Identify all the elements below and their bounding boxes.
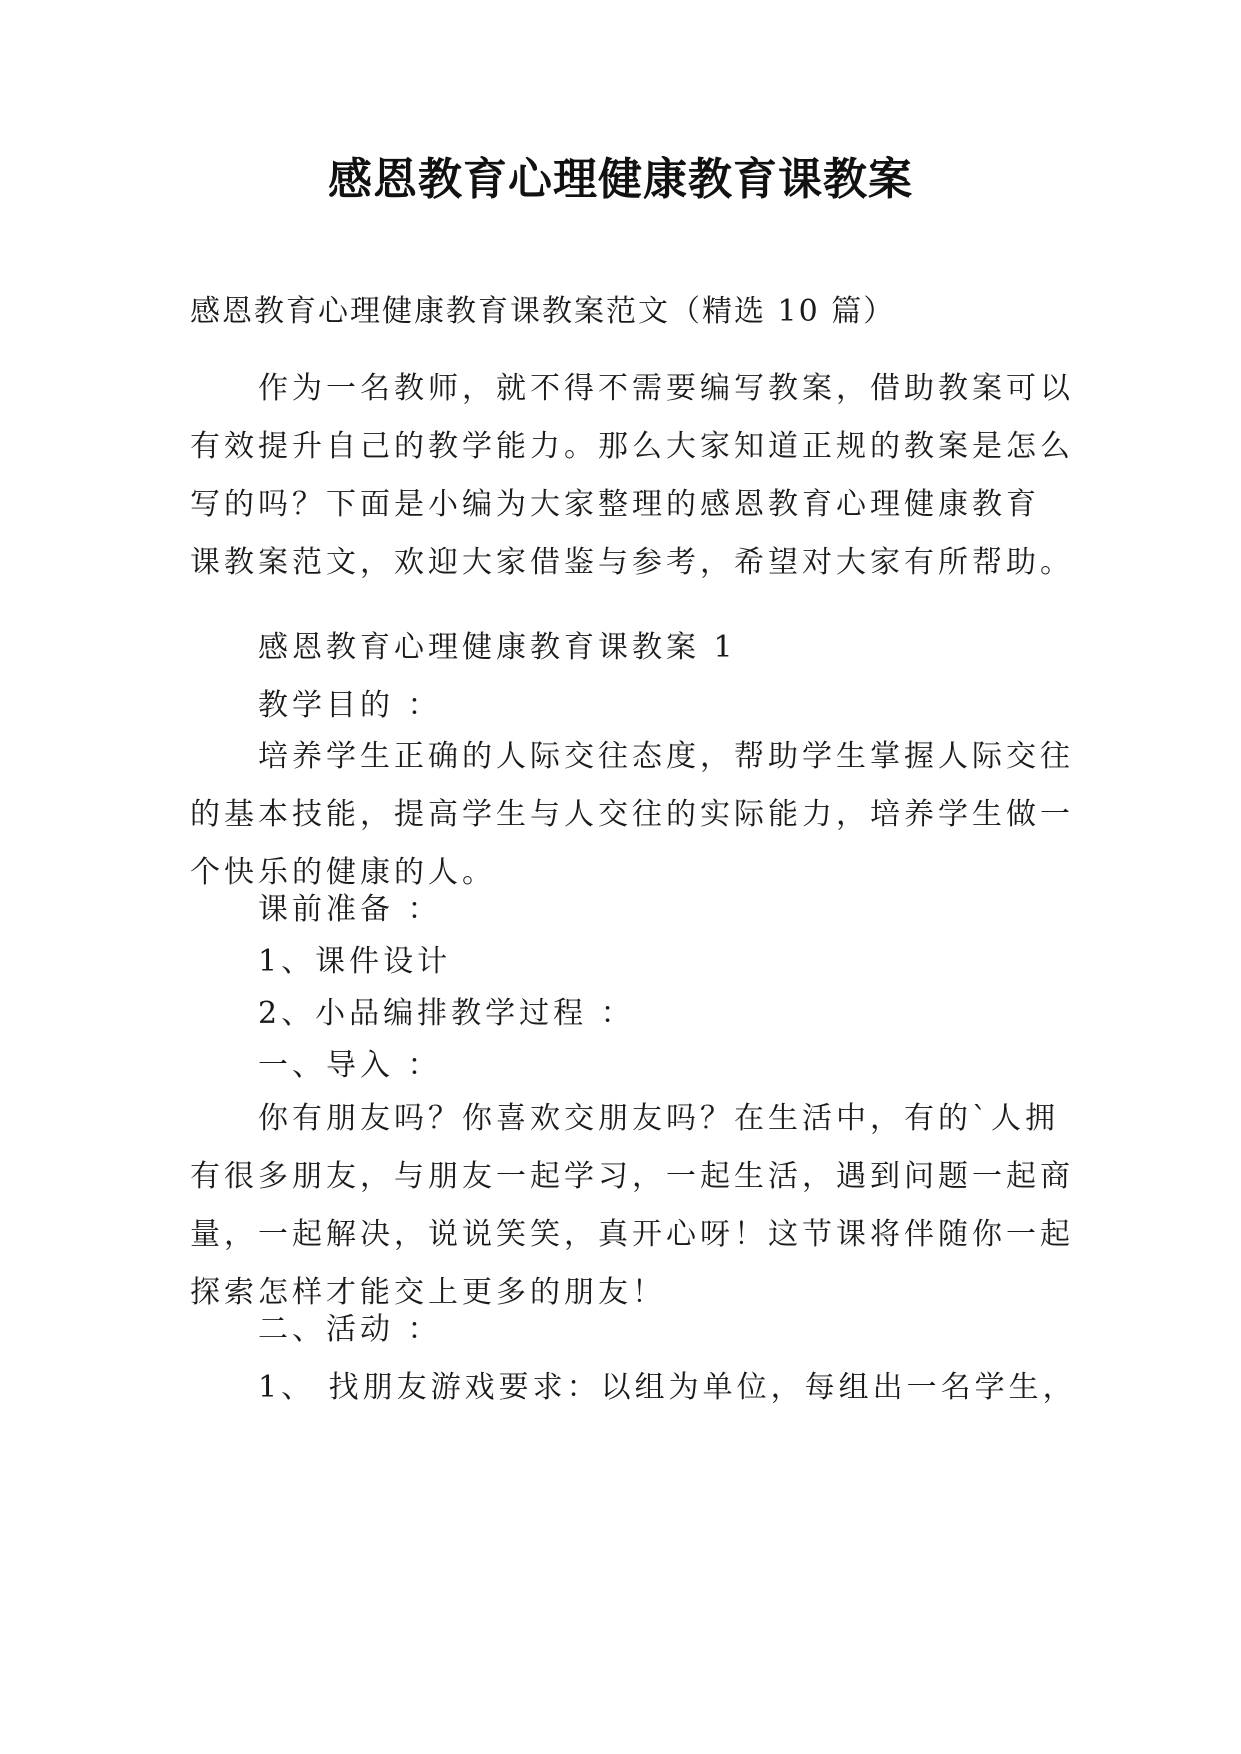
teaching-goal-line: 个快乐的健康的人。 [190, 855, 496, 890]
intro-paragraph [190, 360, 1074, 592]
intro-line: 作为一名教师，就不得不需要编写教案，借助教案可以 [258, 371, 1074, 406]
part-one-paragraph [190, 1090, 1074, 1322]
teaching-goal-label: 教学目的 ： [258, 688, 442, 723]
part-one-line: 有很多朋友，与朋友一起学习，一起生活，遇到问题一起商 [190, 1159, 1074, 1194]
teaching-goal-paragraph [190, 728, 1074, 902]
part-two-label: 二、活动 ： [258, 1312, 442, 1347]
intro-line: 写的吗？下面是小编为大家整理的感恩教育心理健康教育 [190, 487, 1040, 522]
part-one-line: 探索怎样才能交上更多的朋友！ [190, 1275, 666, 1310]
part-one-label: 一、导入 ： [258, 1048, 442, 1083]
prep-label: 课前准备 ： [258, 892, 442, 927]
intro-line: 课教案范文，欢迎大家借鉴与参考，希望对大家有所帮助。 [190, 545, 1074, 580]
activity-item: 1、 找朋友游戏要求：以组为单位，每组出一名学生， [258, 1370, 1077, 1405]
part-one-line: 量，一起解决，说说笑笑，真开心呀！这节课将伴随你一起 [190, 1217, 1074, 1252]
teaching-goal-line: 培养学生正确的人际交往态度，帮助学生掌握人际交往 [258, 739, 1074, 774]
prep-item: 2、小品编排教学过程 ： [258, 996, 635, 1031]
intro-line: 有效提升自己的教学能力。那么大家知道正规的教案是怎么 [190, 429, 1074, 464]
prep-item: 1、课件设计 [258, 944, 452, 979]
part-one-line: 你有朋友吗？你喜欢交朋友吗？在生活中，有的`人拥 [258, 1101, 1059, 1136]
document-title: 感恩教育心理健康教育课教案 [328, 154, 913, 205]
document-subtitle: 感恩教育心理健康教育课教案范文（精选 10 篇） [190, 294, 896, 329]
section-heading: 感恩教育心理健康教育课教案 1 [258, 630, 737, 665]
teaching-goal-line: 的基本技能，提高学生与人交往的实际能力，培养学生做一 [190, 797, 1074, 832]
